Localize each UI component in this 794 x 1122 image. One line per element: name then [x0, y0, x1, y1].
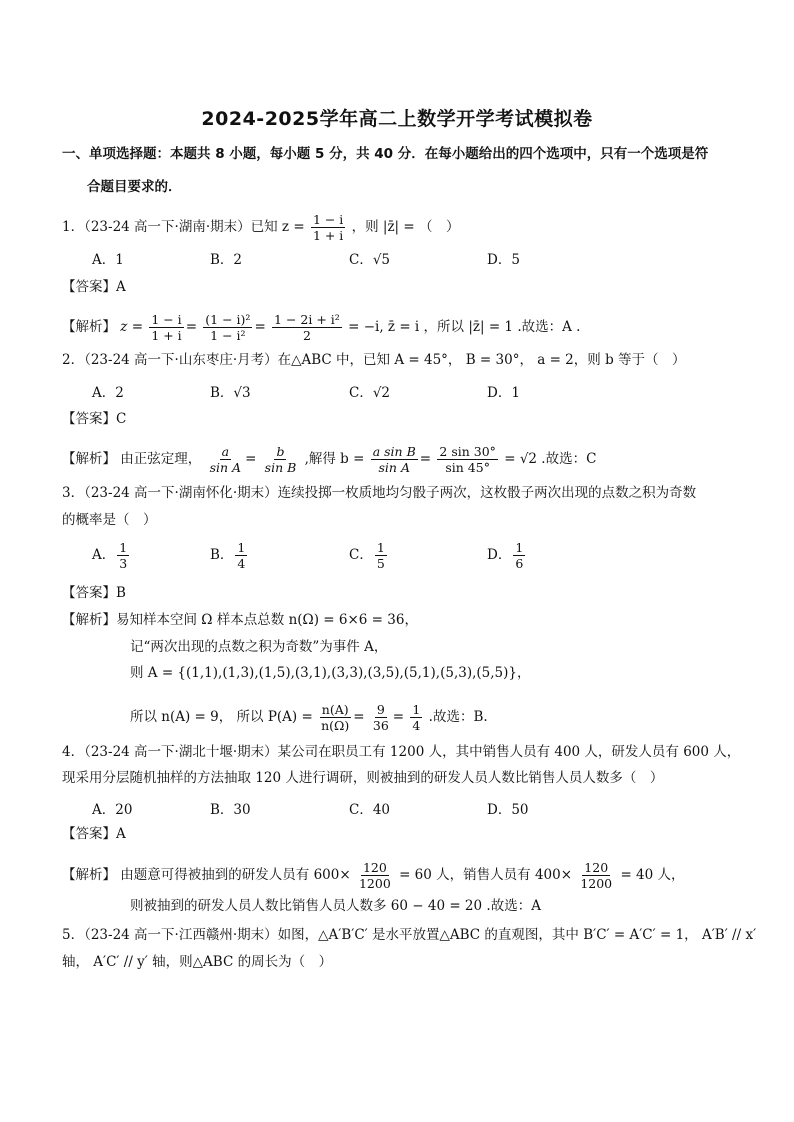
q3-a4-f2-num: 9 — [376, 702, 385, 717]
q2-f1-num: a — [221, 444, 230, 459]
question-1 — [62, 212, 460, 243]
q1-frac-num: 1 − i — [312, 212, 344, 227]
q2-an-frac-3 — [371, 444, 418, 475]
q1-an-frac-2 — [203, 312, 252, 343]
q3-opt-d-frac — [513, 540, 525, 571]
q2-option-b: B．√3 — [210, 385, 251, 401]
q4-f2-num: 120 — [584, 860, 609, 875]
q3-opt-b-label: B． — [210, 547, 234, 563]
q3-opt-b-num: 1 — [237, 540, 246, 555]
q4-answer-value: A — [116, 826, 126, 842]
q4-answer — [62, 824, 126, 844]
q1-an-f1-num: 1 − i — [151, 312, 182, 327]
q3-analysis-2: 记“两次出现的点数之积为奇数”为事件 A， — [130, 639, 388, 655]
q3-option-d — [487, 540, 527, 571]
q3-analysis-1 — [62, 610, 418, 630]
q3-a4-f2-den: 36 — [372, 718, 389, 733]
analysis-label: 【解析】 — [62, 612, 116, 628]
question-5-cont: 轴， A′C′ // y′ 轴，则△ABC 的周长为（ ） — [62, 954, 333, 970]
q3-answer — [62, 583, 126, 603]
q3-a4-post: .故选：B. — [428, 709, 488, 725]
q3-a4-frac-1 — [319, 702, 351, 733]
q3-opt-a-frac — [117, 540, 129, 571]
q3-answer-value: B — [116, 585, 126, 601]
analysis-label: 【解析】 — [62, 319, 116, 335]
q4-option-b: B．30 — [210, 802, 251, 818]
q2-option-a: A．2 — [92, 385, 124, 401]
section-heading: 一、单项选择题：本题共 8 小题，每小题 5 分，共 40 分．在每小题给出的四个选项中，只有一个选项是符 — [62, 146, 709, 162]
q1-an-f1-den: 1 + i — [151, 328, 182, 343]
page-title: 2024-2025学年高二上数学开学考试模拟卷 — [201, 108, 593, 130]
analysis-label: 【解析】 — [62, 451, 116, 467]
q1-an-frac-3 — [272, 312, 342, 343]
q4-option-a: A．20 — [92, 802, 133, 818]
answer-label: 【答案】 — [62, 279, 116, 295]
question-4-cont: 现采用分层随机抽样的方法抽取 120 人进行调研，则被抽到的研发人员人数比销售人员人数多（ ） — [62, 770, 664, 786]
q2-an-frac-2 — [263, 444, 299, 475]
q3-analysis-3: 则 A = {(1,1),(1,3),(1,5),(3,1),(3,3),(3,5),(5,1),(5,3),(5,5)}， — [130, 665, 531, 681]
q3-opt-c-label: C． — [349, 547, 373, 563]
q3-opt-b-den: 4 — [237, 556, 246, 571]
q1-prefix: 1．（23-24 高一下·湖南·期末）已知 z = — [62, 219, 305, 235]
q4-frac-2 — [578, 860, 614, 891]
q4-f1-num: 120 — [362, 860, 387, 875]
q3-opt-c-den: 5 — [376, 556, 385, 571]
q2-option-c: C．√2 — [349, 385, 391, 401]
q3-a4-frac-3 — [410, 702, 422, 733]
question-5: 5．（23-24 高一下·江西赣州·期末）如图，△A′B′C′ 是水平放置△ABC 的直观图，其中 B′C′ = A′C′ = 1， A′B′ // x′ — [62, 927, 757, 943]
q2-analysis-mid: ,解得 b = — [304, 451, 365, 467]
q3-opt-b-frac — [235, 540, 247, 571]
q1-option-d: D．5 — [487, 252, 520, 268]
q2-answer-value: C — [116, 411, 127, 427]
q1-suffix: ，则 |z̄| = （ ） — [351, 219, 460, 235]
q2-f3-num: a sin B — [372, 444, 416, 459]
q3-option-c — [349, 540, 389, 571]
q1-option-c: C．√5 — [349, 252, 391, 268]
q3-opt-d-label: D． — [487, 547, 512, 563]
q3-analysis-text-1: 易知样本空间 Ω 样本点总数 n(Ω) = 6×6 = 36， — [116, 612, 418, 628]
q4-f2-den: 1200 — [580, 876, 613, 891]
q3-option-b — [210, 540, 249, 571]
q3-opt-a-den: 3 — [119, 556, 128, 571]
q3-analysis-4: 所以 n(A) = 9， 所以 P(A) = $\frac{n(A)}{n(\Omega)}$ = $\frac{9}{36}$ = $\frac{1}{4}$ .故选：B. — [130, 702, 488, 733]
q2-f4-den: sin 45° — [445, 460, 490, 475]
q2-analysis-end: = √2 .故选：C — [504, 451, 597, 467]
q4-option-d: D．50 — [487, 802, 529, 818]
q1-an-f3-den: 2 — [302, 328, 311, 343]
q3-a4-pre: 所以 n(A) = 9， 所以 P(A) = — [130, 709, 313, 725]
q1-answer — [62, 277, 126, 297]
q3-opt-d-den: 6 — [515, 556, 524, 571]
q2-option-d: D．1 — [487, 385, 520, 401]
q1-analysis-rest: = −i, z̄ = i ，所以 |z̄| = 1 .故选：A . — [348, 319, 581, 335]
q1-frac-den: 1 + i — [312, 228, 344, 243]
answer-label: 【答案】 — [62, 826, 116, 842]
q3-a4-f1-num: n(A) — [321, 702, 349, 717]
q4-f1-den: 1200 — [358, 876, 391, 891]
question-3: 3．（23-24 高一下·湖南怀化·期末）连续投掷一枚质地均匀骰子两次，这枚骰子两次出现的点数之积为奇数 — [62, 485, 697, 501]
q3-option-a — [92, 540, 131, 571]
q3-opt-a-num: 1 — [119, 540, 128, 555]
q1-answer-value: A — [116, 279, 126, 295]
question-4: 4．（23-24 高一下·湖北十堰·期末）某公司在职员工有 1200 人，其中销售人员有 400 人，研发人员有 600 人， — [62, 744, 741, 760]
q3-a4-f3-den: 4 — [412, 718, 421, 733]
q1-analysis-lhs: z = — [120, 319, 144, 335]
q2-analysis: 【解析】 由正弦定理， $\frac{a}{\text{sin A}}$ = $\frac{b}{\text{sin B}}$ ,解得 b = $\frac{\text{a sin B}}{\text{sin A}}$ = $\frac{2 \sin 30^\circ}{\sin 45^\circ}$ = √2 .故选：C — [62, 444, 597, 475]
q3-opt-c-num: 1 — [376, 540, 385, 555]
answer-label: 【答案】 — [62, 411, 116, 427]
q1-option-b: B．2 — [210, 252, 243, 268]
q2-f1-den: sin A — [209, 460, 242, 475]
q2-f2-num: b — [276, 444, 285, 459]
answer-label: 【答案】 — [62, 585, 116, 601]
question-3-cont: 的概率是（ ） — [62, 512, 157, 528]
q4-option-c: C．40 — [349, 802, 391, 818]
q2-answer — [62, 409, 126, 429]
q3-a4-frac-2 — [371, 702, 391, 733]
q4-analysis-2: 则被抽到的研发人员人数比销售人员人数多 60 − 40 = 20 .故选：A — [130, 898, 541, 914]
q4-a-mid: = 60 人，销售人员有 400× — [399, 867, 573, 883]
q3-opt-c-frac — [375, 540, 387, 571]
q3-a4-f3-num: 1 — [412, 702, 421, 717]
q4-a-post: = 40 人， — [620, 867, 685, 883]
q3-opt-a-label: A． — [92, 547, 116, 563]
q4-analysis-1 — [62, 860, 685, 891]
q1-analysis: 【解析】 z = $\frac{1 - i}{1 + i}$ = $\frac{\text{(1 − i)²}}{\text{1 − i²}}$ = $\frac{\text{1 − 2i + i²}}{2}$ = −i, z̄ = i ，所以 |z̄| = 1 .故选：A . — [62, 312, 581, 343]
section-heading-cont: 合题目要求的． — [87, 179, 182, 195]
q3-a4-f1-den: n(Ω) — [321, 718, 350, 733]
q4-frac-1 — [357, 860, 393, 891]
analysis-label: 【解析】 — [62, 867, 116, 883]
q1-an-frac-1 — [149, 312, 183, 343]
q2-f2-den: sin B — [264, 460, 297, 475]
q2-an-frac-4 — [437, 444, 498, 475]
question-2: 2．（23-24 高一下·山东枣庄·月考）在△ABC 中，已知 A = 45°， B = 30°， a = 2，则 b 等于（ ） — [62, 352, 686, 368]
q1-option-a: A．1 — [92, 252, 124, 268]
q2-analysis-intro: 由正弦定理， — [120, 451, 202, 467]
q1-fraction — [311, 212, 345, 243]
q4-a-pre: 由题意可得被抽到的研发人员有 600× — [120, 867, 351, 883]
q2-an-frac-1 — [208, 444, 243, 475]
q1-an-f2-den: 1 − i² — [210, 328, 246, 343]
q1-an-f3-num: 1 − 2i + i² — [274, 312, 340, 327]
q1-an-f2-num: (1 − i)² — [205, 312, 251, 327]
q2-f4-num: 2 sin 30° — [439, 444, 496, 459]
q3-opt-d-num: 1 — [515, 540, 524, 555]
q2-f3-den: sin A — [378, 460, 410, 475]
